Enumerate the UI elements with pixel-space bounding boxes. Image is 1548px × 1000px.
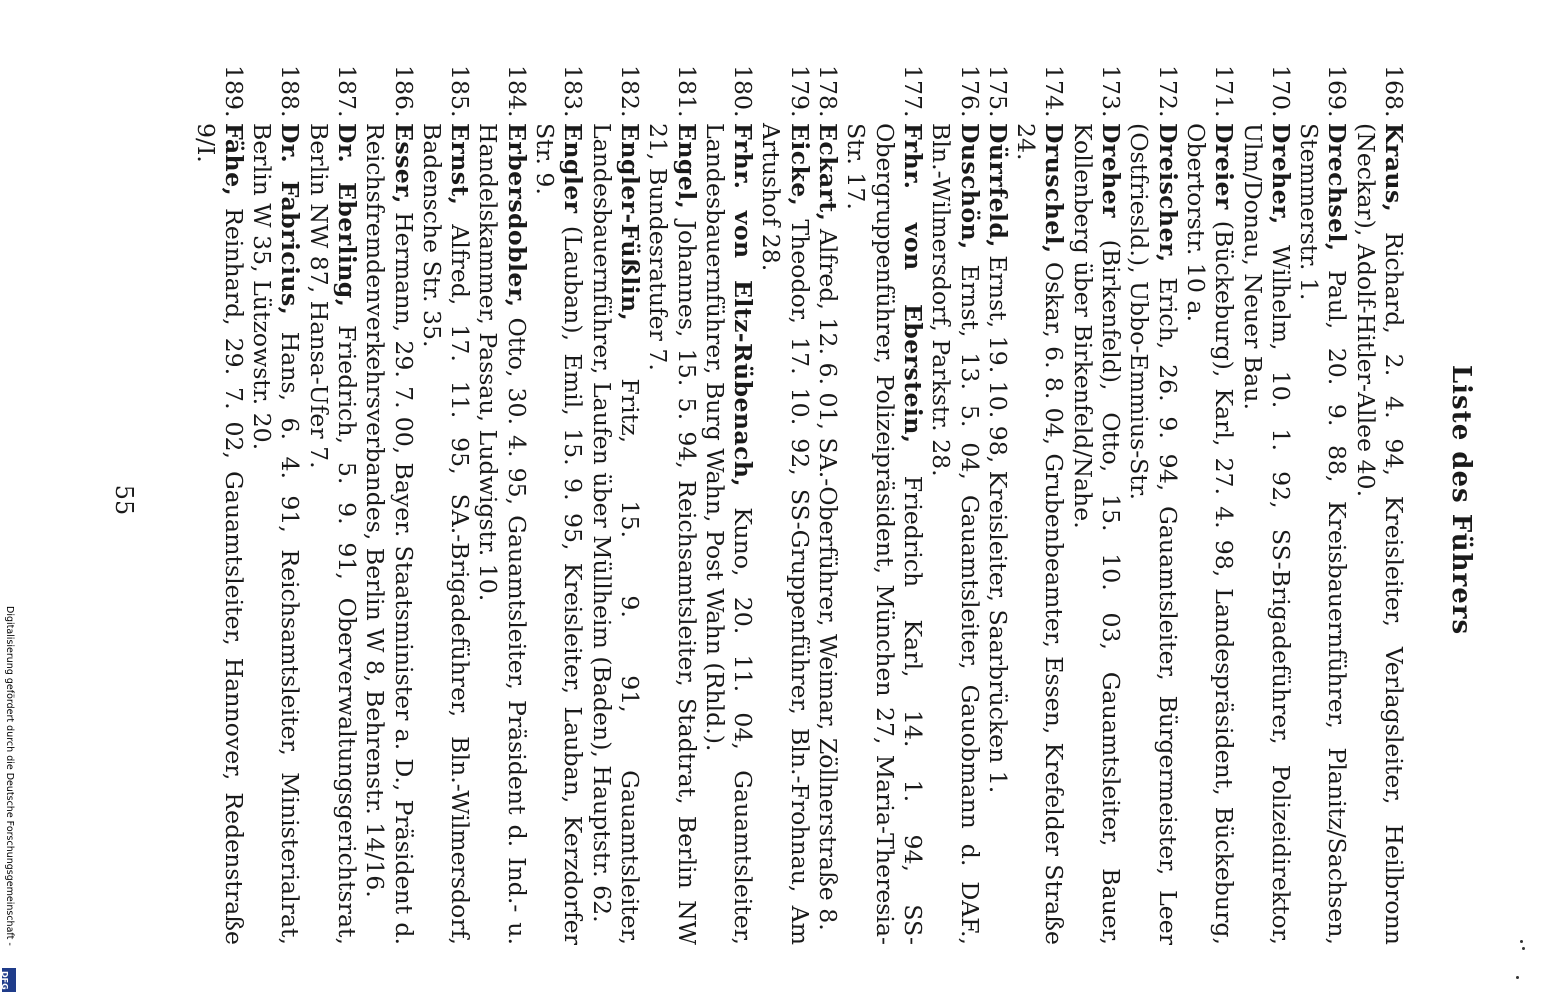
list-item (927, 65, 984, 945)
entry-details: Hermann, 29. 7. 00, Bayer. Staatsminister a. D., Präsident d. Reichsfremdenverkehrsverbandes, Berlin W 8, Behrenstr. 14/16. (361, 123, 418, 945)
entry-details: Alfred, 17. 11. 95, SA.-Brigadeführer, Bln.-Wilmersdorf, Badensche Str. 35. (417, 123, 475, 945)
entry-details: Erich, 26. 9. 94, Gauamtsleiter, Bürgermeister, Leer (Ostfriesld.), Ubbo-Emmius-Str. (1125, 123, 1182, 945)
entry-name: Esser, (389, 123, 418, 204)
list-item (1182, 65, 1239, 945)
entry-details: Oskar, 6. 8. 04, Grubenbeamter, Essen, Krefelder Straße 24. (1012, 123, 1069, 945)
entry-details: Friedrich Karl, 14. 1. 94, SS-Obergruppenführer, Polizeipräsident, München 27, Maria-Theresia-Str. 17. (842, 123, 927, 945)
entry-name: Dreher, (1266, 123, 1295, 225)
entry-number: 182. (615, 65, 644, 118)
entry-name: Dr. Eberling, (333, 123, 362, 308)
entry-number: 178. (814, 65, 843, 118)
entry-name: Erbersdobler, (502, 123, 531, 308)
entry-details: (Bückeburg), Karl, 27. 4. 98, Landespräsident, Bückeburg, Obertorstr. 10 a. (1181, 123, 1239, 945)
entry-name: Fähe, (219, 123, 248, 197)
entry-details: Ernst, 13. 5. 04, Gauamtsleiter, Gauobmann d. DAF., Bln.-Wilmersdorf, Parkstr. 28. (927, 123, 984, 945)
list-item (984, 65, 1012, 945)
list-item (474, 65, 531, 945)
entry-name: Dr. Fabricius, (276, 123, 305, 316)
list-item (644, 65, 701, 945)
list-item (418, 65, 475, 945)
entry-number: 184. (502, 65, 531, 118)
list-item (587, 65, 644, 945)
entry-number: 181. (672, 65, 701, 118)
entry-name: Kraus, (1380, 123, 1408, 213)
entry-number: 188. (276, 65, 305, 118)
list-item (1012, 65, 1069, 945)
entry-details: Fritz, 15. 9. 91, Gauamtsleiter, Landesbauernführer, Laufen über Müllheim (Baden), Hauptstr. 62. (587, 123, 644, 945)
entry-details: Reinhard, 29. 7. 02, Gauamtsleiter, Hannover, Redenstraße 9/I. (191, 123, 248, 945)
entry-name: Engler (559, 123, 588, 214)
entry-details: Theodor, 17. 10. 92, SS-Gruppenführer, Bln.-Frohnau, Am Artushof 28. (757, 123, 814, 945)
entry-details: (Lauban), Emil, 15. 9. 95, Kreisleiter, Lauban, Kerzdorfer Str. 9. (531, 123, 588, 945)
entry-name: Druschel, (1040, 123, 1069, 254)
entry-name: Duschön, (955, 123, 984, 250)
list-item (1351, 65, 1408, 945)
list-item (1125, 65, 1182, 945)
entry-name: Engel, (672, 123, 701, 210)
entry-details: Friedrich, 5. 9. 91, Oberverwaltungsgerichtsrat, Berlin NW 87, Hansa-Ufer 7. (304, 123, 362, 945)
entry-name: Frhr. von Eberstein, (898, 123, 927, 444)
entry-name: Drechsel, (1323, 123, 1352, 252)
entry-number: 172. (1153, 65, 1182, 118)
entry-number: 186. (389, 65, 418, 118)
entry-number: 180. (729, 65, 758, 118)
entry-details: Wilhelm, 10. 1. 92, SS-Brigadeführer, Polizeidirektor, Ulm/Donau, Neuer Bau. (1238, 123, 1295, 945)
list-item (531, 65, 588, 945)
entry-number: 179. (785, 65, 814, 118)
credit-text: Digitalisierung gefördert durch die Deutsche Forschungsgemeinschaft - (4, 606, 15, 946)
entry-details: Alfred, 12. 6. 01, SA.-Oberführer, Weimar, Zöllnerstraße 8. (814, 221, 843, 931)
entry-number: 169. (1323, 65, 1352, 118)
entry-name: Ernst, (446, 123, 475, 206)
entry-name: Dreier (1210, 123, 1239, 210)
entry-number: 189. (219, 65, 248, 118)
dfg-logo: DFG (2, 968, 16, 992)
digitization-credit (2, 606, 16, 992)
scan-speck (1522, 947, 1525, 950)
entry-name: Dreher (1097, 123, 1126, 218)
list-item (701, 65, 758, 945)
list-item (1295, 65, 1352, 945)
entry-number: 176. (955, 65, 984, 118)
entry-number: 183. (559, 65, 588, 118)
entry-number: 168. (1380, 65, 1408, 118)
entry-details: Kuno, 20. 11. 04, Gauamtsleiter, Landesbauernführer, Burg Wahn, Post Wahn (Rhld.). (700, 123, 758, 945)
entry-name: Engler-Füßlin, (615, 123, 644, 322)
scan-speck (1516, 976, 1519, 979)
entry-number: 175. (983, 65, 1012, 118)
entry-number: 187. (333, 65, 362, 118)
list-item (248, 65, 305, 945)
entry-number: 173. (1097, 65, 1126, 118)
running-head: Liste des Führers (1446, 364, 1476, 636)
entry-details: Hans, 6. 4. 91, Reichsamtsleiter, Ministerialrat, Berlin W 35, Lützowstr. 20. (248, 123, 305, 945)
entry-name: Eicke, (785, 123, 814, 207)
entry-details: (Birkenfeld), Otto, 15. 10. 03, Gauamtsleiter, Bauer, Kollenberg über Birkenfeld/Nahe. (1068, 123, 1126, 945)
entry-name: Frhr. von Eltz-Rübenach, (729, 123, 758, 488)
page-number: 55 (110, 484, 138, 516)
entry-details: Paul, 20. 9. 88, Kreisbauernführer, Planitz/Sachsen, Stemmerstr. 1. (1295, 123, 1352, 945)
entry-details: Otto, 30. 4. 95, Gauamtsleiter, Präsident d. Ind.- u. Handelskammer, Passau, Ludwigstr. 10. (474, 123, 531, 945)
entry-number: 171. (1210, 65, 1239, 118)
entry-list (191, 65, 1408, 945)
entry-number: 185. (446, 65, 475, 118)
list-item (1068, 65, 1125, 945)
list-item (304, 65, 361, 945)
entry-details: Richard, 2. 4. 94, Kreisleiter, Verlagsleiter, Heilbronn (Neckar), Adolf-Hitler-Allee 40. (1351, 123, 1408, 945)
entry-number: 170. (1266, 65, 1295, 118)
list-item (361, 65, 418, 945)
list-item (191, 65, 248, 945)
entry-name: Eckart, (814, 123, 843, 222)
entry-details: Ernst, 19. 10. 98, Kreisleiter, Saarbrücken 1. (983, 247, 1012, 794)
entry-name: Dürrfeld, (983, 123, 1012, 248)
entry-details: Johannes, 15. 5. 94, Reichsamtsleiter, Stadtrat, Berlin NW 21, Bundesratufer 7. (644, 123, 701, 945)
list-item (757, 65, 814, 945)
scan-speck (1520, 940, 1523, 943)
entry-name: Dreischer, (1153, 123, 1182, 263)
list-item (814, 65, 842, 945)
entry-number: 177. (898, 65, 927, 118)
entry-number: 174. (1040, 65, 1069, 118)
list-item (1238, 65, 1295, 945)
list-item (842, 65, 927, 945)
